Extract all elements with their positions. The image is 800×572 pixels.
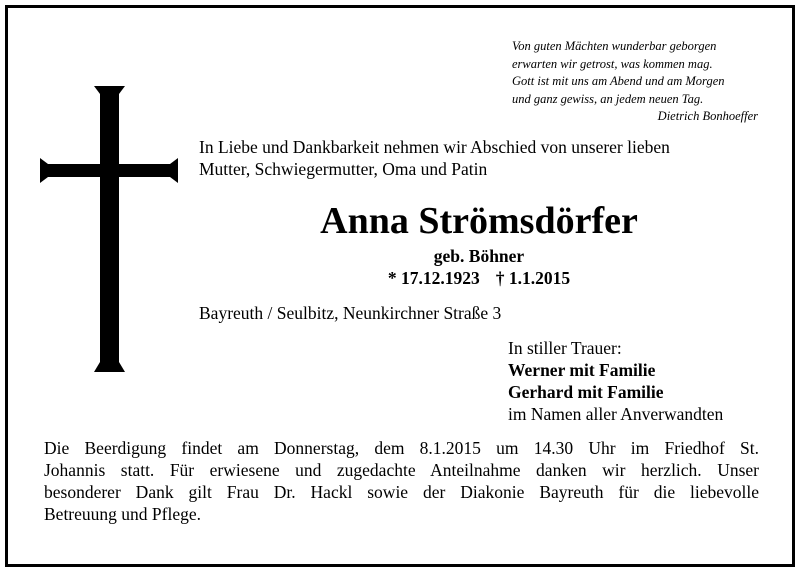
latin-cross-icon: [40, 86, 178, 372]
mourners-block: [508, 337, 723, 425]
poem-line-4: und ganz gewiss, an jedem neuen Tag.: [512, 91, 704, 106]
death-date: † 1.1.2015: [495, 268, 571, 288]
birth-date: * 17.12.1923: [387, 268, 480, 288]
mourners-heading: In stiller Trauer:: [508, 338, 622, 358]
address: Bayreuth / Seulbitz, Neunkirchner Straße 3: [199, 303, 502, 323]
intro-line-1: In Liebe und Dankbarkeit nehmen wir Abschied von unserer lieben: [199, 137, 670, 157]
poem-quote: [512, 38, 758, 126]
poem-author: Dietrich Bonhoeffer: [657, 109, 758, 123]
poem-line-2: erwarten wir getrost, was kommen mag.: [512, 56, 713, 71]
intro-line-2: Mutter, Schwiegermutter, Oma und Patin: [199, 159, 488, 179]
funeral-notice: [44, 437, 759, 525]
poem-line-3: Gott ist mit uns am Abend und am Morgen: [512, 74, 725, 88]
mourners-closing: im Namen aller Anverwandten: [508, 404, 724, 424]
life-dates: [199, 267, 759, 289]
maiden-name: geb. Böhner: [433, 246, 525, 266]
notice-line-3: besonderer Dank gilt Frau Dr. Hackl sowie der Diakonie Bayreuth für die liebevolle: [44, 482, 759, 502]
mourner-family-1: Werner mit Familie: [508, 360, 656, 380]
notice-line-1: Die Beerdigung findet am Donnerstag, dem 8.1.2015 um 14.30 Uhr im Friedhof St.: [44, 438, 759, 458]
poem-line-1: Von guten Mächten wunderbar geborgen: [512, 39, 717, 53]
notice-line-4: Betreuung und Pflege.: [44, 504, 201, 524]
mourner-family-2: Gerhard mit Familie: [508, 382, 664, 402]
notice-line-2: Johannis statt. Für erwiesene und zugedachte Anteilnahme danken wir herzlich. Unser: [44, 460, 759, 480]
farewell-intro: [199, 136, 670, 180]
deceased-name: Anna Strömsdörfer: [320, 200, 638, 242]
